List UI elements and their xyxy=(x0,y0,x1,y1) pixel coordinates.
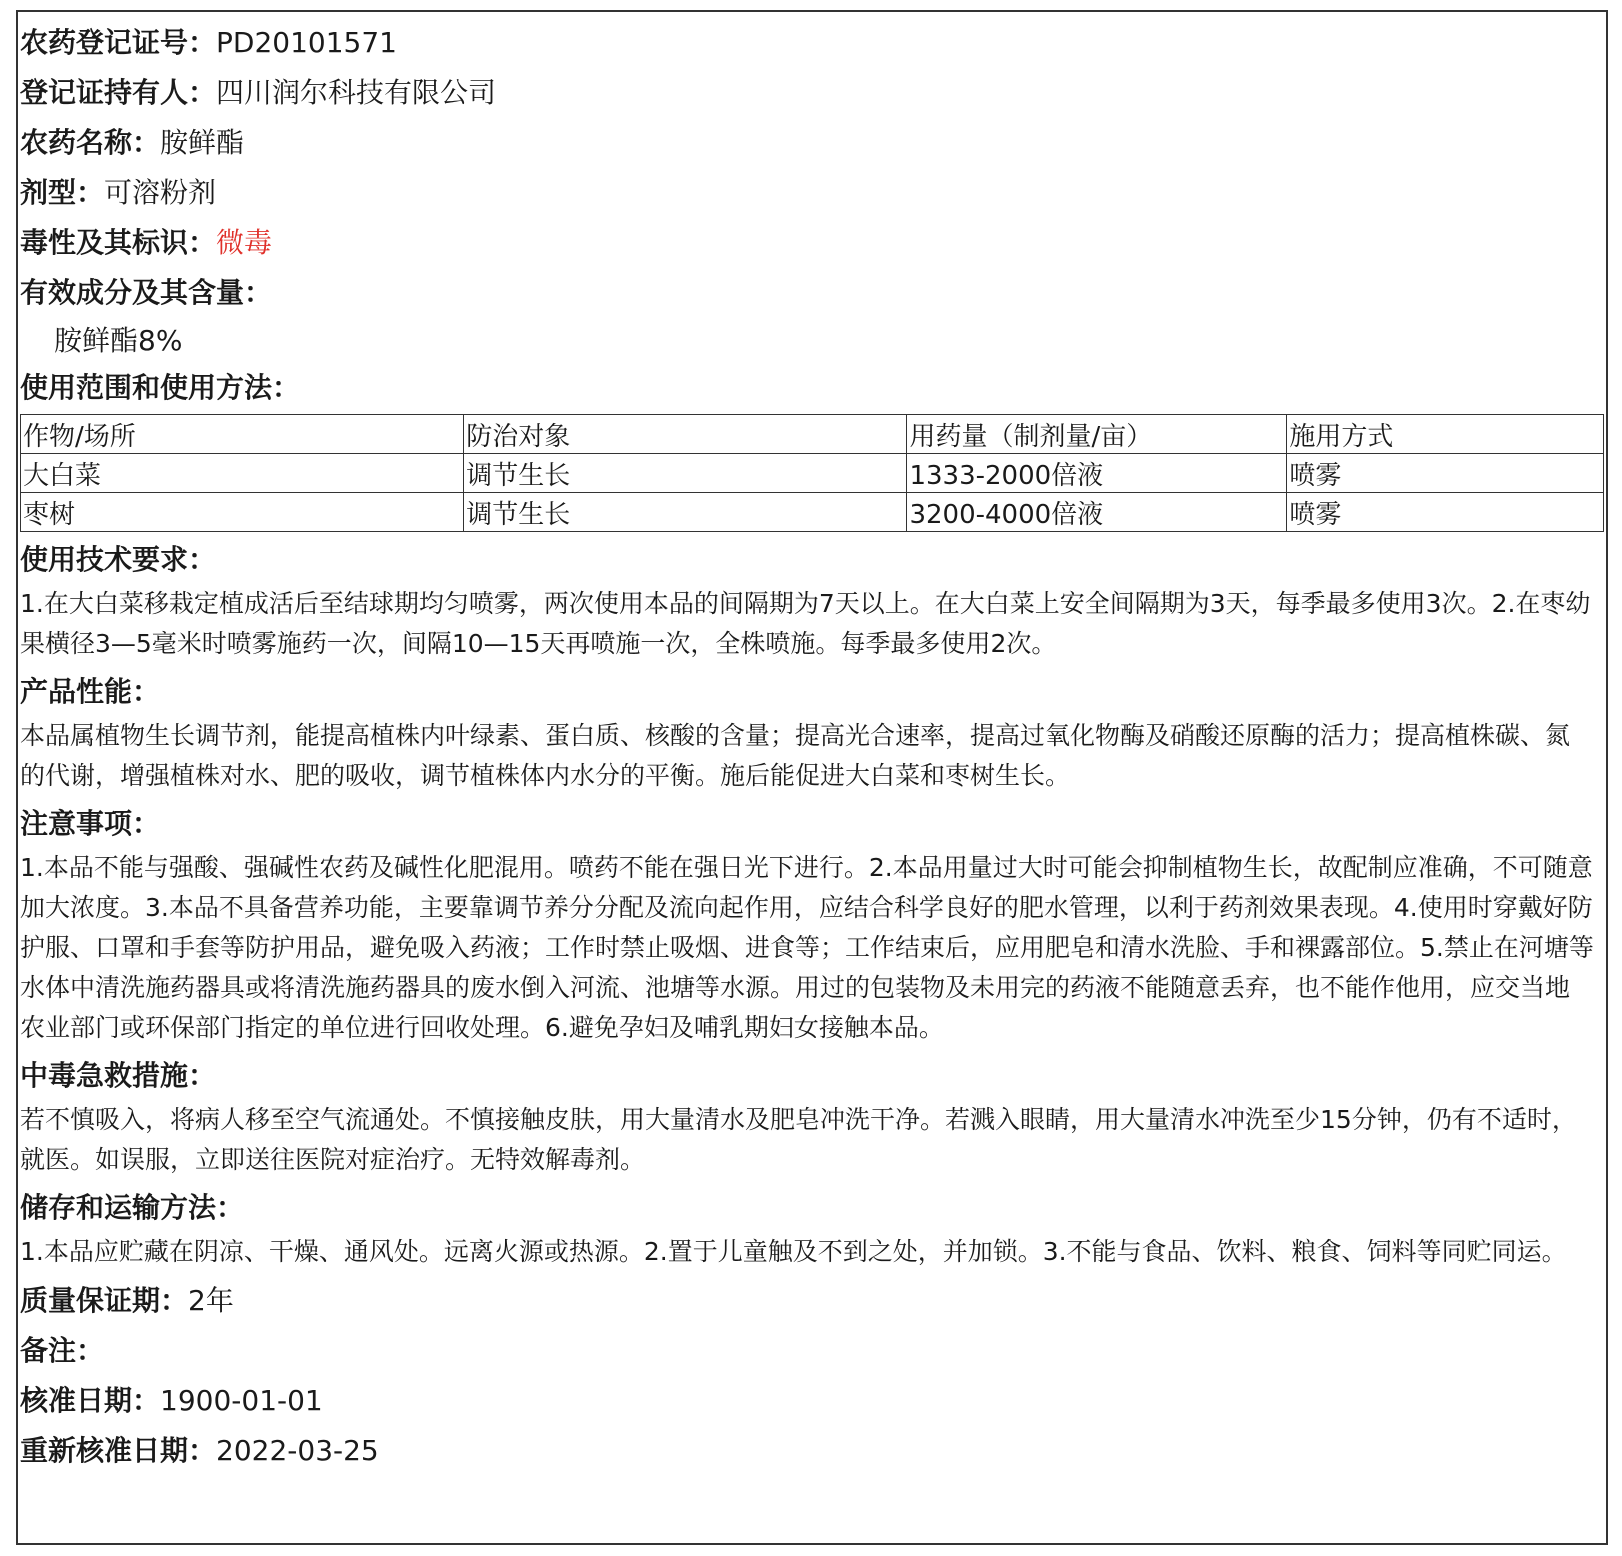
usage-cell-method: 喷雾 xyxy=(1287,454,1604,493)
pesticide-name-row xyxy=(20,118,1604,168)
shelf-life-label: 质量保证期： xyxy=(20,1284,189,1317)
performance-text: 本品属植物生长调节剂，能提高植株内叶绿素、蛋白质、核酸的含量；提高光合速率，提高过氧化物酶及硝酸还原酶的活力；提高植株碳、氮的代谢，增强植株对水、肥的吸收，调节植株体内水分的平衡。施后能促进大白菜和枣树生长。 xyxy=(20,721,1571,790)
approval-date-value: 1900-01-01 xyxy=(160,1384,323,1417)
usage-cell-dosage: 1333-2000倍液 xyxy=(907,454,1287,493)
performance-label: 产品性能： xyxy=(20,675,161,708)
technical-requirements-label: 使用技术要求： xyxy=(20,543,217,576)
holder-label: 登记证持有人： xyxy=(20,76,217,109)
formulation-row xyxy=(20,168,1604,218)
ingredients-row xyxy=(20,268,1604,318)
table-row xyxy=(21,454,1604,493)
precautions-text: 1.本品不能与强酸、强碱性农药及碱性化肥混用。喷药不能在强日光下进行。2.本品用量过大时可能会抑制植物生长，故配制应准确，不可随意加大浓度。3.本品不具备营养功能，主要靠调节养分分配及流向起作用，应结合科学良好的肥水管理，以利于药剂效果表现。4.使用时穿戴好防护服、口罩和手套等防护用品，避免吸入药液；工作时禁止吸烟、进食等；工作结束后，应用肥皂和清水洗脸、手和裸露部位。5.禁止在河塘等水体中清洗施药器具或将清洗施药器具的废水倒入河流、池塘等水源。用过的包装物及未用完的药液不能随意丢弃，也不能作他用，应交当地农业部门或环保部门指定的单位进行回收处理。6.避免孕妇及哺乳期妇女接触本品。 xyxy=(20,853,1594,1042)
usage-cell-target: 调节生长 xyxy=(464,493,907,532)
formulation-value: 可溶粉剂 xyxy=(104,176,217,209)
usage-label: 使用范围和使用方法： xyxy=(20,371,301,404)
remarks-label: 备注： xyxy=(20,1334,105,1367)
holder-row xyxy=(20,68,1604,118)
usage-table-header-row xyxy=(21,415,1604,454)
table-row xyxy=(21,493,1604,532)
registration-number-row xyxy=(20,18,1604,68)
first-aid-text: 若不慎吸入，将病人移至空气流通处。不慎接触皮肤，用大量清水及肥皂冲洗干净。若溅入眼睛，用大量清水冲洗至少15分钟，仍有不适时，就医。如误服，立即送往医院对症治疗。无特效解毒剂。 xyxy=(20,1105,1577,1174)
usage-cell-crop: 大白菜 xyxy=(21,454,464,493)
formulation-label: 剂型： xyxy=(20,176,105,209)
usage-table xyxy=(20,414,1604,532)
shelf-life-value: 2年 xyxy=(188,1284,234,1317)
usage-cell-target: 调节生长 xyxy=(464,454,907,493)
ingredients-label: 有效成分及其含量： xyxy=(20,276,273,309)
approval-date-label: 核准日期： xyxy=(20,1384,161,1417)
usage-cell-crop: 枣树 xyxy=(21,493,464,532)
precautions-label: 注意事项： xyxy=(20,807,161,840)
technical-requirements-text: 1.在大白菜移栽定植成活后至结球期均匀喷雾，两次使用本品的间隔期为7天以上。在大白菜上安全间隔期为3天，每季最多使用3次。2.在枣幼果横径3—5毫米时喷雾施药一次，间隔10—15天再喷施一次，全株喷施。每季最多使用2次。 xyxy=(20,589,1591,658)
reapproval-date-label: 重新核准日期： xyxy=(20,1434,217,1467)
pesticide-label-document xyxy=(16,10,1608,1545)
usage-cell-method: 喷雾 xyxy=(1287,493,1604,532)
ingredients-value: 胺鲜酯8% xyxy=(54,324,183,357)
registration-number-value: PD20101571 xyxy=(216,26,397,59)
reapproval-date-row xyxy=(20,1426,1604,1476)
usage-header-crop: 作物/场所 xyxy=(21,415,464,454)
storage-label: 储存和运输方法： xyxy=(20,1191,245,1224)
first-aid-label: 中毒急救措施： xyxy=(20,1059,217,1092)
usage-header-method: 施用方式 xyxy=(1287,415,1604,454)
usage-header-target: 防治对象 xyxy=(464,415,907,454)
remarks-row xyxy=(20,1326,1604,1376)
pesticide-name-label: 农药名称： xyxy=(20,126,161,159)
approval-date-row xyxy=(20,1376,1604,1426)
shelf-life-row xyxy=(20,1276,1604,1326)
toxicity-value: 微毒 xyxy=(216,226,273,259)
usage-header-dosage: 用药量（制剂量/亩） xyxy=(907,415,1287,454)
storage-text: 1.本品应贮藏在阴凉、干燥、通风处。远离火源或热源。2.置于儿童触及不到之处，并加锁。3.不能与食品、饮料、粮食、饲料等同贮同运。 xyxy=(20,1237,1567,1266)
pesticide-name-value: 胺鲜酯 xyxy=(160,126,245,159)
registration-number-label: 农药登记证号： xyxy=(20,26,217,59)
reapproval-date-value: 2022-03-25 xyxy=(216,1434,379,1467)
toxicity-label: 毒性及其标识： xyxy=(20,226,217,259)
toxicity-row xyxy=(20,218,1604,268)
usage-cell-dosage: 3200-4000倍液 xyxy=(907,493,1287,532)
holder-value: 四川润尔科技有限公司 xyxy=(216,76,497,109)
